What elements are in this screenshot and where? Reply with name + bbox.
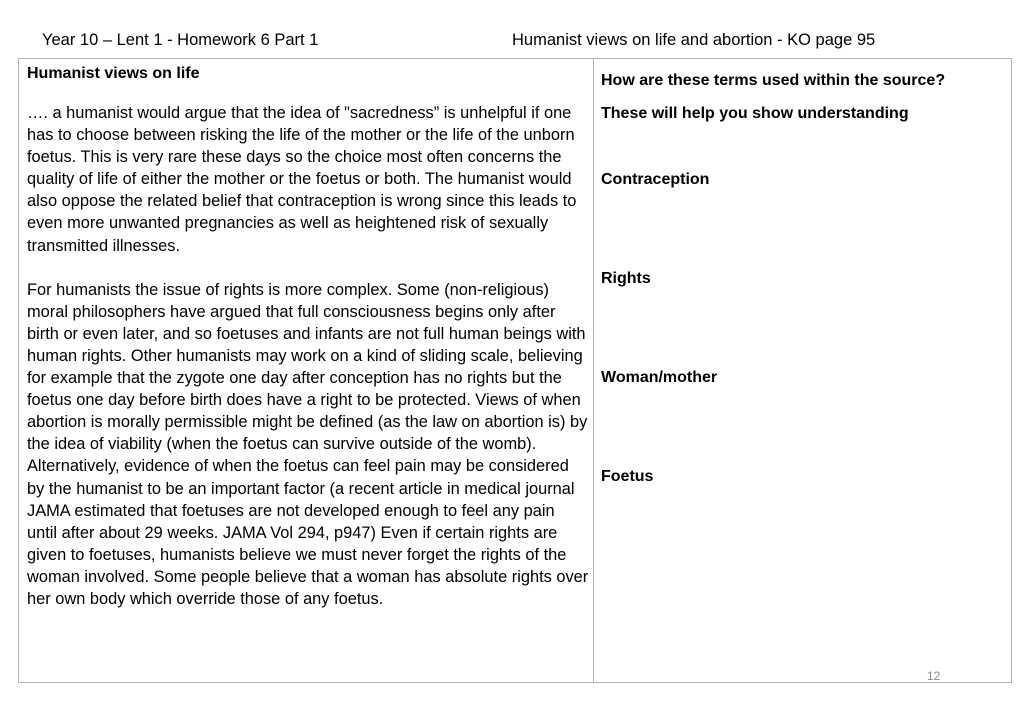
source-paragraph-2: For humanists the issue of rights is more complex. Some (non-religious) moral philosophers have argued that full consciousness begins only after birth or even later, and so foetuses and infants are not full human beings with human rights. Other humanists may work on a kind of sliding scale, believing for example that the zygote one day after conception has no rights but the foetus one day before birth does have a right to be protected. Views of when abortion is morally permissible might be defined (as the law on abortion is) by the idea of viability (when the foetus can survive outside of the womb). Alternatively, evidence of when the foetus can feel pain may be considered by the humanist to be an important factor (a recent article in medical journal JAMA estimated that foetuses are not developed enough to feel any pain until after about 29 weeks. JAMA Vol 294, p947) Even if certain rights are given to foetuses, humanists believe we must never forget the rights of the woman involved. Some people believe that a woman has absolute rights over her own body which override those of any foetus. — [27, 280, 589, 608]
source-title: Humanist views on life — [27, 65, 200, 82]
source-text-panel — [27, 64, 589, 610]
content-table — [18, 58, 1012, 683]
source-paragraph-1: …. a humanist would argue that the idea of "sacredness” is unhelpful if one has to choose between risking the life of the mother or the life of the unborn foetus. This is very rare these days so the choice most often concerns the quality of life of either the mother or the foetus or both. The humanist would also oppose the related belief that contraception is wrong since this leads to even more unwanted pregnancies as well as heightened risk of sexually transmitted illnesses. — [27, 104, 577, 255]
term-foetus: Foetus — [601, 468, 654, 485]
page-number: 12 — [927, 669, 941, 683]
term-rights: Rights — [601, 270, 651, 287]
term-woman-mother: Woman/mother — [601, 369, 718, 386]
header-right-title: Humanist views on life and abortion - KO page 95 — [512, 31, 876, 49]
terms-subtitle: These will help you show understanding — [601, 105, 909, 122]
terms-question: How are these terms used within the source? — [601, 72, 946, 89]
column-divider — [593, 59, 594, 682]
term-contraception: Contraception — [601, 171, 710, 188]
header-left-title: Year 10 – Lent 1 - Homework 6 Part 1 — [42, 31, 319, 49]
